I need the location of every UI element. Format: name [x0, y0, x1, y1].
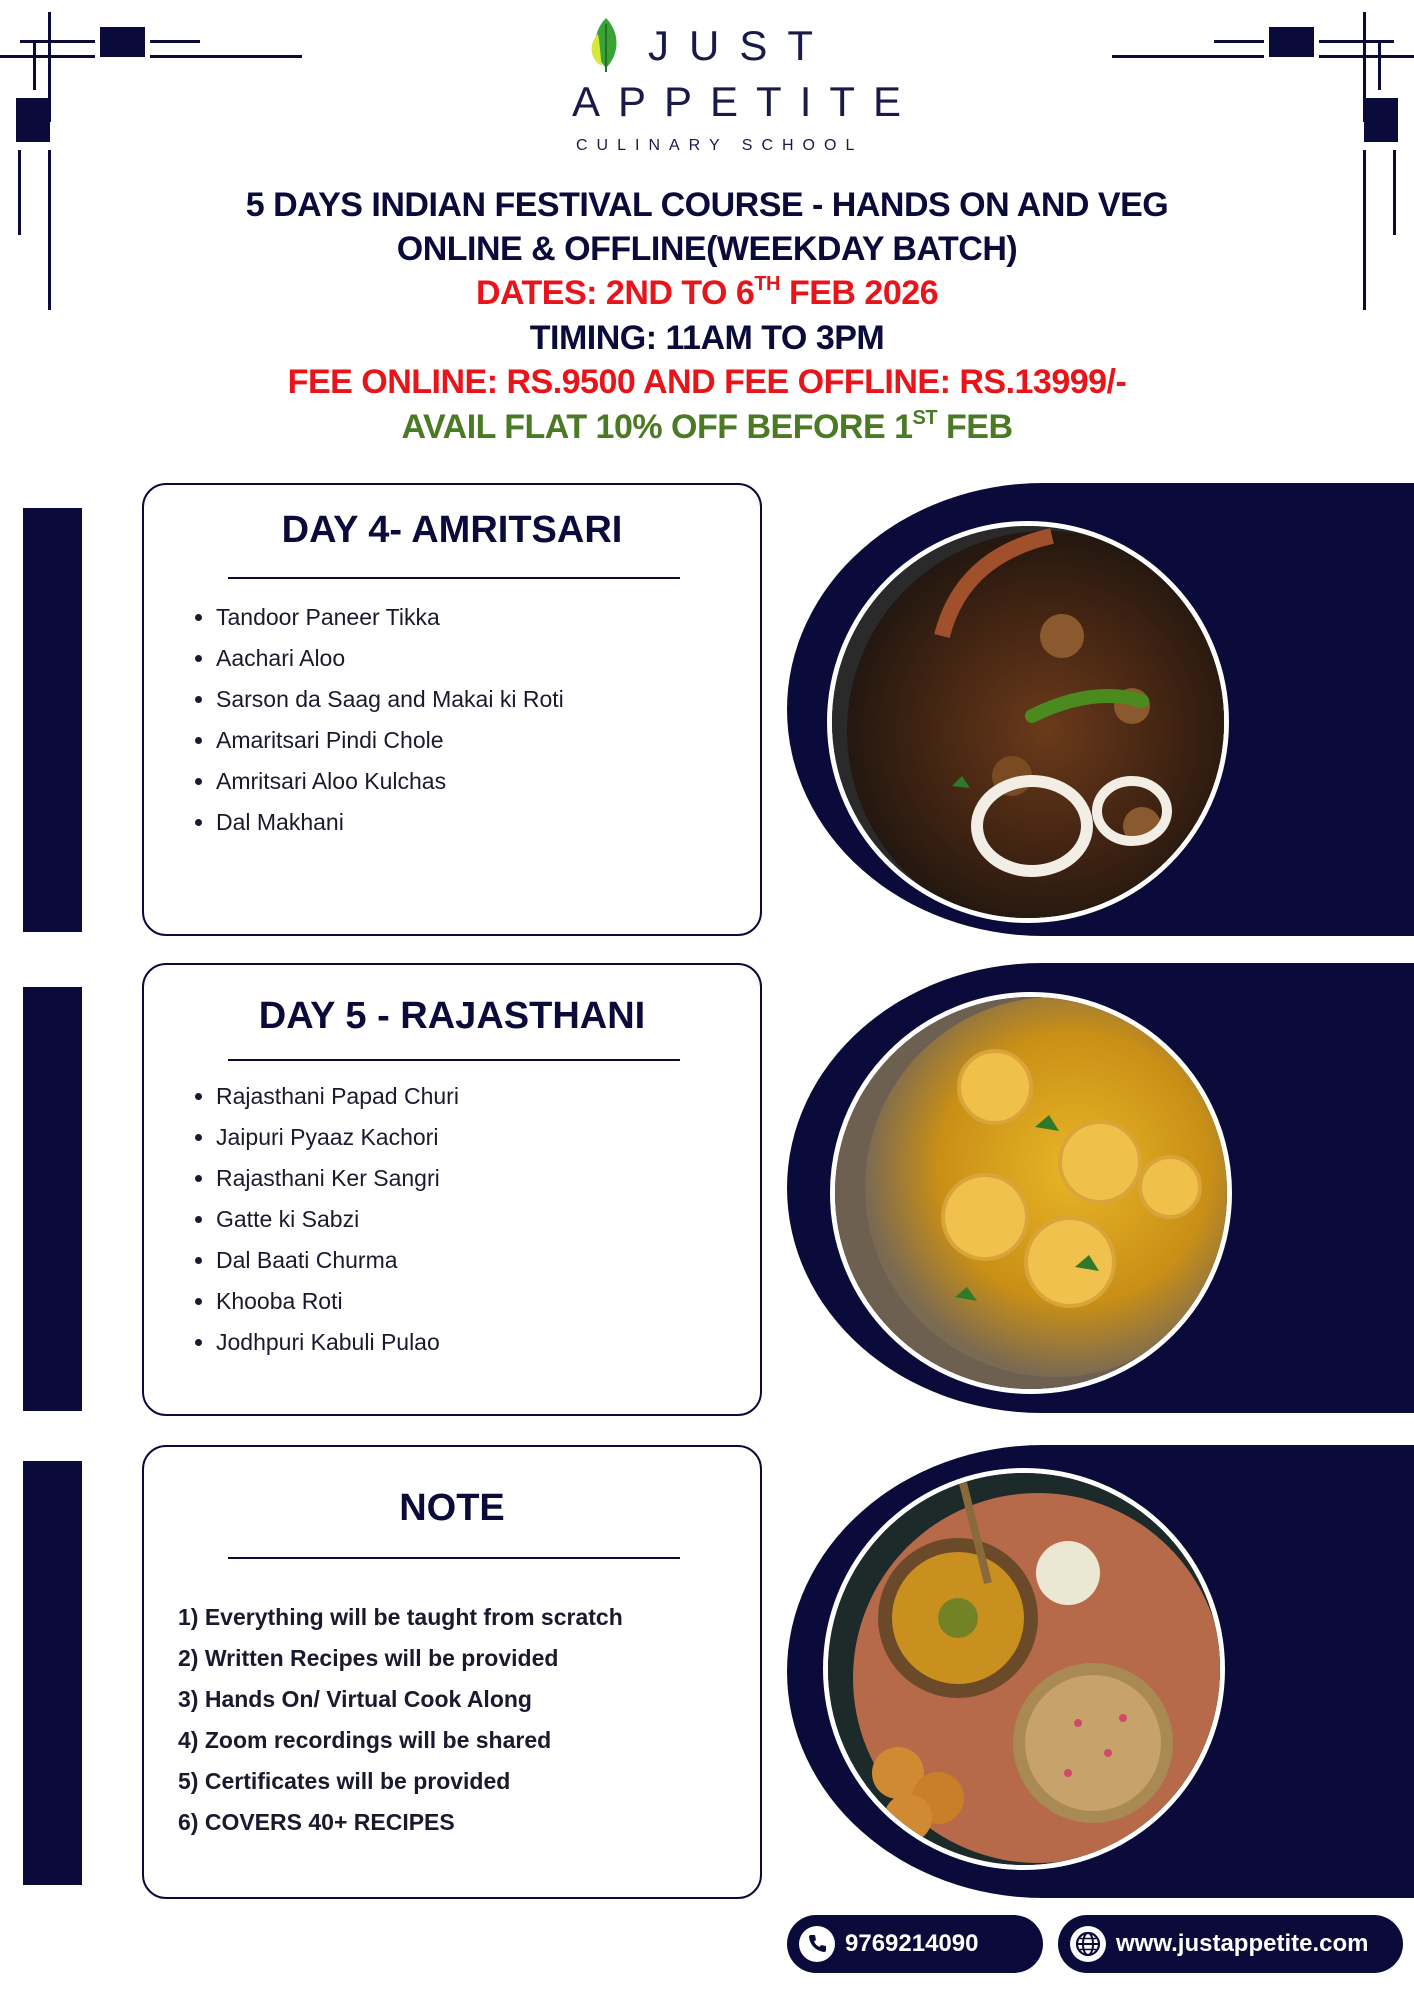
- logo-line-1: JUST: [648, 22, 833, 69]
- day4-side-bar: [23, 508, 82, 932]
- course-mode: ONLINE & OFFLINE(WEEKDAY BATCH): [396, 230, 1018, 268]
- phone-icon: [799, 1926, 835, 1962]
- list-item: • Jodhpuri Kabuli Pulao: [216, 1322, 459, 1363]
- note-list: [178, 1597, 623, 1843]
- note-divider: [228, 1557, 680, 1559]
- list-item: • Amaritsari Pindi Chole: [216, 720, 564, 761]
- dates-sup: TH: [754, 273, 781, 295]
- phone-number: 9769214090: [845, 1930, 979, 1957]
- day5-dish-list: [188, 1076, 459, 1363]
- note-side-bar: [23, 1461, 82, 1885]
- list-item: 2) Written Recipes will be provided: [178, 1645, 559, 1671]
- logo-line-2: APPETITE: [572, 78, 920, 125]
- list-item: • Dal Makhani: [216, 802, 564, 843]
- course-timing: TIMING: 11AM TO 3PM: [529, 319, 885, 357]
- list-item: 1) Everything will be taught from scratch: [178, 1604, 623, 1630]
- phone-contact[interactable]: [787, 1915, 1043, 1973]
- day5-title: DAY 5 - RAJASTHANI: [258, 995, 646, 1037]
- gatte-dish-photo: [830, 992, 1232, 1394]
- list-item: • Tandoor Paneer Tikka: [216, 597, 564, 638]
- day4-title: DAY 4- AMRITSARI: [281, 509, 623, 551]
- list-item: • Rajasthani Ker Sangri: [216, 1158, 459, 1199]
- dates-suffix: FEB 2026: [780, 274, 939, 312]
- leaf-icon: [584, 14, 628, 74]
- course-fee: FEE ONLINE: RS.9500 AND FEE OFFLINE: RS.13999/-: [287, 363, 1127, 401]
- note-card: [142, 1445, 762, 1899]
- list-item: • Dal Baati Churma: [216, 1240, 459, 1281]
- list-item: • Khooba Roti: [216, 1281, 459, 1322]
- day4-divider: [228, 577, 680, 579]
- day4-card: [142, 483, 762, 936]
- day4-dish-list: [188, 597, 564, 843]
- day5-divider: [228, 1059, 680, 1061]
- logo-line-3: CULINARY SCHOOL: [576, 137, 864, 154]
- offer-prefix: AVAIL FLAT 10% OFF BEFORE 1: [401, 408, 913, 446]
- list-item: • Sarson da Saag and Makai ki Roti: [216, 679, 564, 720]
- course-offer: [0, 405, 1414, 449]
- course-dates: [0, 271, 1414, 315]
- list-item: 3) Hands On/ Virtual Cook Along: [178, 1686, 532, 1712]
- offer-suffix: FEB: [937, 408, 1013, 446]
- website-contact[interactable]: [1058, 1915, 1403, 1973]
- list-item: • Aachari Aloo: [216, 638, 564, 679]
- dates-prefix: DATES: 2ND TO 6: [475, 274, 755, 312]
- list-item: • Amritsari Aloo Kulchas: [216, 761, 564, 802]
- day5-card: [142, 963, 762, 1416]
- thali-dish-photo: [823, 1468, 1225, 1870]
- chole-dish-photo: [827, 521, 1229, 923]
- list-item: • Rajasthani Papad Churi: [216, 1076, 459, 1117]
- offer-sup: ST: [912, 407, 938, 429]
- course-title: 5 DAYS INDIAN FESTIVAL COURSE - HANDS ON AND VEG: [245, 186, 1169, 224]
- day5-side-bar: [23, 987, 82, 1411]
- school-logo: [560, 10, 920, 154]
- note-title: NOTE: [399, 1487, 505, 1529]
- website-url: www.justappetite.com: [1116, 1930, 1369, 1957]
- list-item: • Jaipuri Pyaaz Kachori: [216, 1117, 459, 1158]
- list-item: 5) Certificates will be provided: [178, 1768, 511, 1794]
- globe-icon: [1070, 1926, 1106, 1962]
- list-item: 4) Zoom recordings will be shared: [178, 1727, 552, 1753]
- list-item: • Gatte ki Sabzi: [216, 1199, 459, 1240]
- list-item: 6) COVERS 40+ RECIPES: [178, 1809, 455, 1835]
